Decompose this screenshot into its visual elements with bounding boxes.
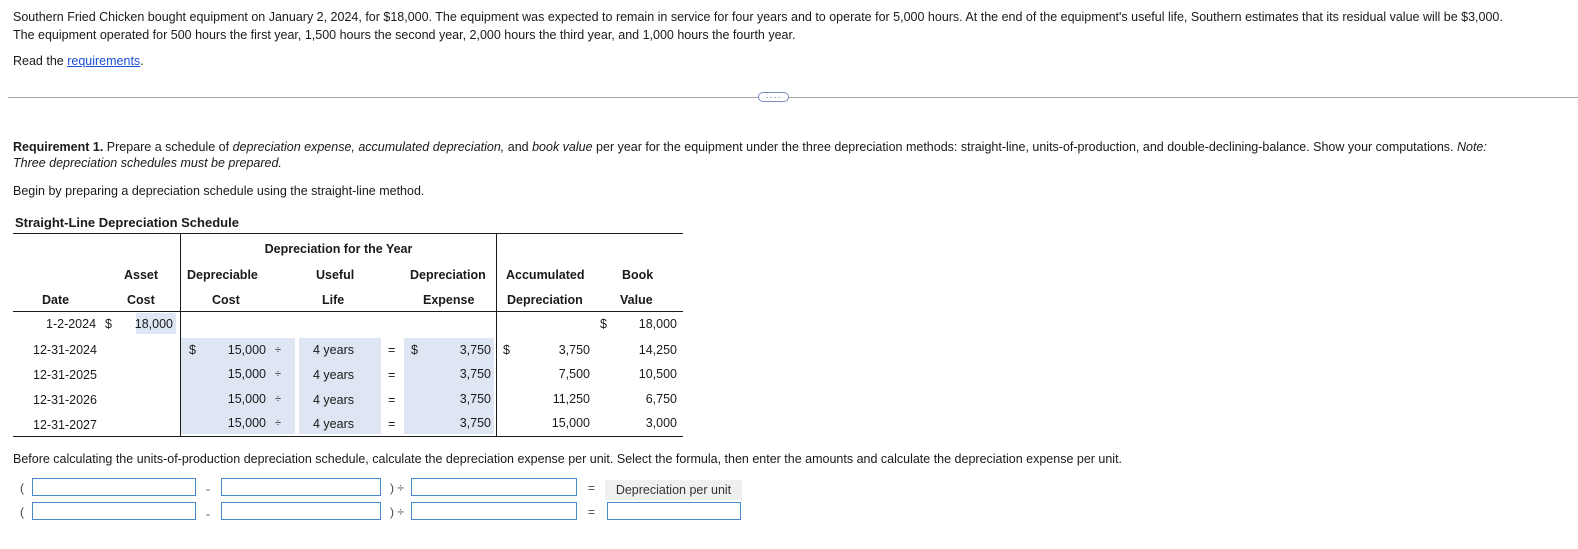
header-asset-1: Asset <box>124 268 159 282</box>
header-asset-2: Cost <box>127 293 155 307</box>
header-depreciable-2: Cost <box>212 293 240 307</box>
table-bottom-border <box>13 436 683 437</box>
section-divider <box>8 97 1578 98</box>
depreciable-cost-input[interactable]: 15,000 <box>227 416 266 430</box>
header-book-2: Value <box>620 293 653 307</box>
divide-symbol: ÷ <box>275 368 282 380</box>
book-value[interactable]: 3,000 <box>645 416 677 430</box>
problem-line-2: The equipment operated for 500 hours the first year, 1,500 hours the second year, 2,000 hours the third year, and 1,000 hours the fourth year. <box>13 28 796 42</box>
depreciable-cost-input[interactable]: 15,000 <box>227 392 266 406</box>
equals-symbol-2: = <box>588 505 596 519</box>
formula-units-input-1[interactable] <box>411 478 577 496</box>
asset-cost-value[interactable]: 18,000 <box>134 317 173 331</box>
req-italic-b: book value <box>532 140 593 154</box>
req-italic-a: depreciation expense, accumulated depreciation, <box>232 140 505 154</box>
header-depreciable-1: Depreciable <box>187 268 258 282</box>
minus-symbol-1: - <box>206 482 210 496</box>
req-note-label: Note: <box>1456 140 1487 154</box>
formula-residual-input-2[interactable] <box>221 502 381 520</box>
header-accum-2: Depreciation <box>507 293 583 307</box>
useful-life-input[interactable]: 4 years <box>313 393 354 407</box>
header-depexp-1: Depreciation <box>410 268 486 282</box>
depreciable-cost-input[interactable]: 15,000 <box>227 343 266 357</box>
begin-instruction: Begin by preparing a depreciation schedule using the straight-line method. <box>13 184 425 198</box>
minus-symbol-2: - <box>206 507 210 521</box>
formula-cost-input-2[interactable] <box>32 502 196 520</box>
group-header: Depreciation for the Year <box>264 242 413 256</box>
header-book-1: Book <box>622 268 654 282</box>
req-text-a: Prepare a schedule of <box>103 140 233 154</box>
header-bottom-border <box>13 311 683 312</box>
formula-cost-input-1[interactable] <box>32 478 196 496</box>
req-text-c: per year for the equipment under the three depreciation methods: straight-line, units-of-production, and double-declining-balance. Show your computations. <box>592 140 1457 154</box>
dep-expense-value[interactable]: 3,750 <box>459 392 491 406</box>
depreciable-cost-input[interactable]: 15,000 <box>227 367 266 381</box>
table-top-border <box>13 233 683 234</box>
divide-symbol: ÷ <box>275 393 282 405</box>
useful-life-input[interactable]: 4 years <box>313 368 354 382</box>
header-depexp-2: Expense <box>423 293 475 307</box>
equals-symbol-1: = <box>588 481 596 495</box>
units-production-prompt: Before calculating the units-of-production depreciation schedule, calculate the depreciation expense per unit. Select the formula, then enter the amounts and calculate the depreciation expense per unit. <box>13 452 1123 466</box>
requirement-1-label: Requirement 1. <box>13 140 104 154</box>
book-value[interactable]: 14,250 <box>638 343 677 357</box>
useful-life-input[interactable]: 4 years <box>313 343 354 357</box>
dep-expense-value[interactable]: 3,750 <box>459 367 491 381</box>
first-row-currency: $ <box>105 317 112 331</box>
read-prefix: Read the <box>13 54 68 68</box>
header-useful-1: Useful <box>316 268 355 282</box>
accumulated-dep-value[interactable]: 3,750 <box>558 343 590 357</box>
header-accum-1: Accumulated <box>506 268 585 282</box>
row-date: 12-31-2025 <box>33 368 97 382</box>
requirements-link[interactable]: requirements <box>67 54 141 68</box>
formula-units-input-2[interactable] <box>411 502 577 520</box>
straight-line-schedule-table <box>13 233 683 437</box>
read-requirements <box>13 54 144 68</box>
row-accum-currency: $ <box>503 343 510 357</box>
accumulated-dep-value[interactable]: 15,000 <box>551 416 590 430</box>
equals-symbol: = <box>388 343 396 357</box>
accumulated-dep-value[interactable]: 11,250 <box>552 392 590 406</box>
open-paren-1: ( <box>20 481 24 495</box>
read-suffix: . <box>140 54 144 68</box>
first-row-book-currency: $ <box>600 317 607 331</box>
divide-symbol: ÷ <box>275 344 282 356</box>
formula-residual-input-1[interactable] <box>221 478 381 496</box>
expand-more-button[interactable]: ···· <box>758 92 789 102</box>
accumulated-dep-value[interactable]: 7,500 <box>558 367 590 381</box>
req-text-b: and <box>504 140 533 154</box>
header-date: Date <box>42 293 70 307</box>
open-paren-2: ( <box>20 505 24 519</box>
dep-expense-value[interactable]: 3,750 <box>459 416 491 430</box>
table-vline-1 <box>180 233 181 437</box>
row-date: 12-31-2027 <box>33 418 97 432</box>
equals-symbol: = <box>388 393 396 407</box>
book-value[interactable]: 6,750 <box>645 392 677 406</box>
table-vline-2 <box>496 233 497 437</box>
equals-symbol: = <box>388 368 396 382</box>
equals-symbol: = <box>388 417 396 431</box>
req-note-text: Three depreciation schedules must be prepared. <box>13 156 282 170</box>
close-div-symbol-1: ) ÷ <box>390 481 404 495</box>
first-row-date: 1-2-2024 <box>46 317 97 331</box>
depreciation-per-unit-input[interactable] <box>607 502 741 520</box>
depreciation-per-unit-label: Depreciation per unit <box>605 480 742 500</box>
row-dep-currency: $ <box>189 343 196 357</box>
useful-life-input[interactable]: 4 years <box>313 417 354 431</box>
dep-expense-value[interactable]: 3,750 <box>459 343 491 357</box>
requirement-1-text <box>13 139 1563 171</box>
close-div-symbol-2: ) ÷ <box>390 505 404 519</box>
divide-symbol: ÷ <box>275 417 282 429</box>
row-date: 12-31-2026 <box>33 393 97 407</box>
header-useful-2: Life <box>322 293 345 307</box>
schedule-title: Straight-Line Depreciation Schedule <box>15 215 239 230</box>
row-exp-currency: $ <box>411 343 418 357</box>
problem-line-1: Southern Fried Chicken bought equipment on January 2, 2024, for $18,000. The equipment was expected to remain in service for four years and to operate for 5,000 hours. At the end of the equipment's useful life, Southern estimates that its residual value will be $3,000. <box>13 10 1503 24</box>
problem-statement <box>13 8 1563 44</box>
book-value[interactable]: 10,500 <box>638 367 677 381</box>
first-row-book-value[interactable]: 18,000 <box>638 317 677 331</box>
row-date: 12-31-2024 <box>33 343 97 357</box>
